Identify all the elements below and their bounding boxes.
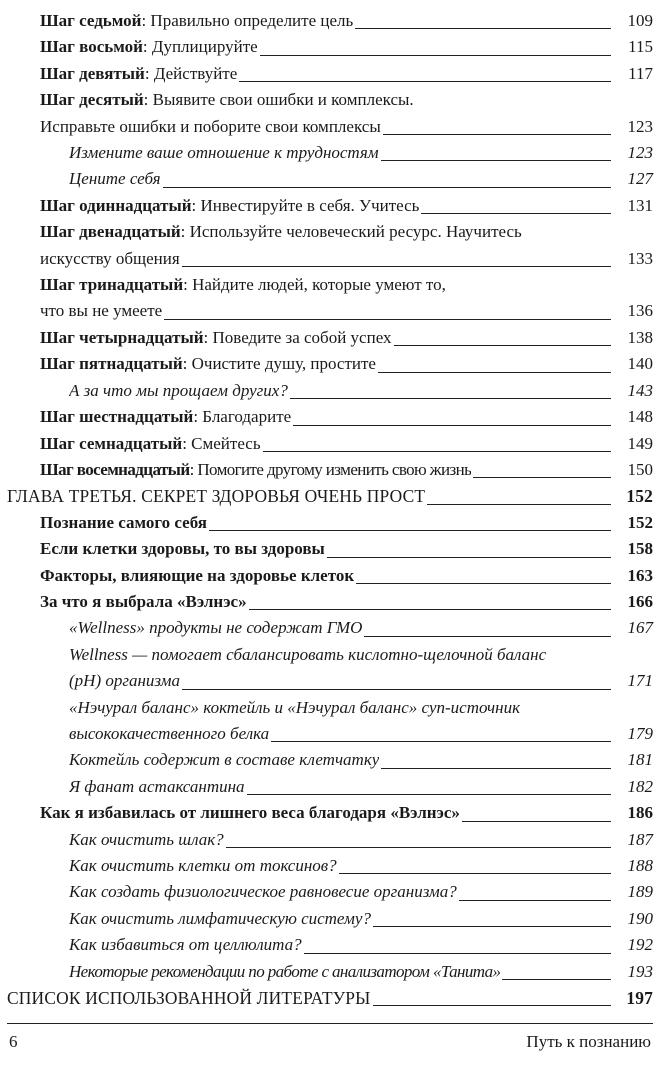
toc-entry[interactable] — [0, 536, 660, 562]
table-of-contents — [0, 8, 660, 1011]
toc-entry-text: Как очистить лимфатическую систему? — [69, 908, 371, 928]
toc-entry-text: Как избавиться от целлюлита? — [69, 935, 302, 955]
toc-entry-title — [69, 827, 224, 853]
toc-page-number: 182 — [627, 776, 653, 796]
toc-entry-title — [69, 140, 379, 166]
toc-page-number: 140 — [627, 354, 653, 374]
toc-page-number: 192 — [627, 935, 653, 955]
toc-entry-title — [40, 457, 471, 483]
dot-leader — [381, 767, 611, 769]
dot-leader — [394, 344, 611, 346]
toc-entry-lead: Шаг одиннадцатый — [40, 195, 192, 215]
toc-entry-lead: Шаг восемнадцатый — [40, 459, 190, 479]
dot-leader — [473, 476, 611, 478]
toc-entry[interactable] — [0, 404, 660, 430]
dot-leader — [293, 424, 611, 426]
toc-entry-text: «Wellness» продукты не содержат ГМО — [69, 618, 363, 638]
toc-entry[interactable] — [0, 695, 660, 748]
toc-page-number: 193 — [627, 961, 653, 981]
toc-entry-text: : Смейтесь — [182, 433, 261, 453]
dot-leader — [355, 27, 611, 29]
dot-leader — [209, 529, 611, 531]
toc-page-number: 148 — [627, 407, 653, 427]
toc-entry[interactable] — [0, 219, 660, 272]
toc-entry-text: ГЛАВА ТРЕТЬЯ. СЕКРЕТ ЗДОРОВЬЯ ОЧЕНЬ ПРОСТ — [7, 486, 426, 507]
toc-entry-title — [69, 166, 161, 192]
toc-entry[interactable] — [0, 166, 660, 192]
dot-leader — [239, 80, 611, 82]
toc-entry[interactable] — [0, 615, 660, 641]
toc-entry-text: Как очистить шлак? — [69, 829, 224, 849]
dot-leader — [263, 450, 611, 452]
dot-leader — [373, 925, 611, 927]
toc-entry-text: Цените себя — [69, 169, 161, 189]
dot-leader — [247, 793, 611, 795]
dot-leader — [182, 688, 611, 690]
toc-page-number: 171 — [627, 671, 653, 691]
toc-entry-title — [40, 34, 258, 60]
toc-entry-lead: Шаг пятнадцатый — [40, 354, 183, 374]
toc-entry-text: : Действуйте — [144, 63, 238, 83]
toc-entry-title — [40, 114, 381, 140]
toc-entry-first-line-text: Wellness — помогает сбалансировать кислотно-щелочной баланс — [69, 644, 547, 664]
toc-entry-first-line — [40, 219, 660, 245]
toc-entry-title — [69, 959, 500, 985]
toc-entry-title — [69, 774, 245, 800]
toc-entry-lead: Шаг двенадцатый — [40, 222, 181, 242]
toc-entry-first-line-text: : Найдите людей, которые умеют то, — [183, 275, 446, 295]
toc-entry-lead: Шаг семнадцатый — [40, 433, 183, 453]
toc-page-number: 166 — [627, 591, 653, 611]
toc-entry-title — [69, 378, 288, 404]
toc-entry-title — [69, 853, 337, 879]
dot-leader — [226, 846, 611, 848]
dot-leader — [260, 54, 611, 56]
toc-entry-title — [69, 747, 379, 773]
toc-entry-title — [40, 246, 180, 272]
dot-leader — [271, 740, 611, 742]
toc-entry-title — [40, 800, 460, 826]
toc-entry-text: А за что мы прощаем других? — [69, 380, 288, 400]
toc-entry-title — [40, 325, 392, 351]
footer-divider — [7, 1023, 653, 1024]
toc-entry-text: : Помогите другому изменить свою жизнь — [189, 459, 472, 479]
dot-leader — [462, 820, 611, 822]
dot-leader — [290, 397, 611, 399]
toc-page-number: 117 — [628, 63, 653, 83]
toc-page-number: 109 — [627, 11, 653, 30]
toc-entry-text: Познание самого себя — [40, 512, 207, 532]
toc-entry-title — [69, 615, 362, 641]
toc-entry-text: : Инвестируйте в себя. Учитесь — [191, 195, 420, 215]
dot-leader — [339, 872, 611, 874]
dot-leader — [383, 133, 611, 135]
toc-page-number: 150 — [627, 459, 653, 479]
dot-leader — [373, 1004, 611, 1006]
toc-entry-first-line-text: : Выявите свои ошибки и комплексы. — [143, 90, 414, 110]
dot-leader — [356, 582, 611, 584]
toc-entry[interactable] — [0, 932, 660, 958]
dot-leader — [249, 608, 611, 610]
toc-entry[interactable] — [0, 378, 660, 404]
toc-chapter-entry[interactable] — [0, 483, 660, 509]
toc-entry-text: что вы не умеете — [40, 301, 163, 321]
toc-entry-title — [40, 563, 354, 589]
toc-entry-first-line — [69, 695, 660, 721]
toc-entry-text: Измените ваше отношение к трудностям — [69, 143, 379, 163]
toc-page-number: 179 — [627, 723, 653, 743]
toc-entry-text: (pH) организма — [69, 671, 180, 691]
toc-entry-title — [7, 483, 425, 509]
toc-entry[interactable] — [0, 457, 660, 483]
toc-entry[interactable] — [0, 61, 660, 87]
toc-entry[interactable] — [0, 272, 660, 325]
toc-entry-text: Как я избавилась от лишнего веса благодаря «Вэлнэс» — [40, 803, 460, 823]
toc-entry-text: Коктейль содержит в составе клетчатку — [69, 750, 380, 770]
toc-entry-first-line-text: «Нэчурал баланс» коктейль и «Нэчурал баланс» суп-источник — [69, 697, 521, 717]
toc-entry-title — [69, 668, 180, 694]
toc-entry[interactable] — [0, 747, 660, 773]
toc-page-number: 167 — [627, 618, 653, 638]
dot-leader — [182, 265, 611, 267]
toc-entry[interactable] — [0, 827, 660, 853]
toc-page-number: 149 — [627, 433, 653, 453]
dot-leader — [364, 635, 611, 637]
dot-leader — [163, 186, 612, 188]
toc-entry-title — [40, 589, 247, 615]
dot-leader — [502, 978, 611, 980]
toc-entry-text: : Поведите за собой успех — [203, 327, 392, 347]
toc-entry-first-line — [69, 642, 660, 668]
toc-page-number: 197 — [626, 988, 653, 1009]
toc-entry-first-line — [40, 272, 660, 298]
toc-entry[interactable] — [0, 959, 660, 985]
toc-entry-title — [40, 431, 261, 457]
toc-page-number: 152 — [627, 512, 653, 532]
toc-page-number: 123 — [627, 116, 653, 136]
toc-page-number: 181 — [627, 750, 653, 770]
toc-entry[interactable] — [0, 774, 660, 800]
toc-entry-text: Некоторые рекомендации по работе с анализатором «Танита» — [69, 961, 501, 981]
toc-entry-lead: Шаг девятый — [40, 63, 145, 83]
toc-entry[interactable] — [0, 589, 660, 615]
toc-page-number: 131 — [627, 195, 653, 215]
toc-entry-title — [40, 510, 207, 536]
toc-page-number: 127 — [627, 169, 653, 189]
toc-entry-lead: Шаг четырнадцатый — [40, 327, 204, 347]
toc-entry[interactable] — [0, 325, 660, 351]
toc-entry-first-line-text: : Используйте человеческий ресурс. Научитесь — [180, 222, 522, 242]
toc-entry[interactable] — [0, 431, 660, 457]
toc-page-number: 186 — [627, 803, 653, 823]
toc-entry-text: Я фанат астаксантина — [69, 776, 245, 796]
toc-entry[interactable] — [0, 906, 660, 932]
toc-page-number: 143 — [627, 380, 653, 400]
dot-leader — [304, 952, 611, 954]
toc-entry-title — [40, 404, 291, 430]
toc-entry[interactable] — [0, 8, 660, 34]
toc-page-number: 188 — [627, 856, 653, 875]
toc-entry[interactable] — [0, 87, 660, 140]
toc-entry[interactable] — [0, 853, 660, 879]
toc-page-number: 187 — [627, 829, 653, 849]
toc-entry-text: СПИСОК ИСПОЛЬЗОВАННОЙ ЛИТЕРАТУРЫ — [7, 988, 371, 1009]
toc-entry[interactable] — [0, 879, 660, 905]
toc-page-number: 136 — [627, 301, 653, 321]
toc-entry[interactable] — [0, 351, 660, 377]
toc-page-number: 115 — [628, 37, 653, 57]
toc-page-number: 163 — [627, 565, 653, 585]
toc-entry[interactable] — [0, 193, 660, 219]
toc-page-number: 189 — [627, 882, 653, 902]
toc-entry-text: : Дуплицируйте — [142, 37, 258, 57]
running-title: Путь к познанию — [526, 1032, 651, 1051]
dot-leader — [381, 159, 611, 161]
toc-entry-text: : Правильно определите цель — [141, 11, 354, 30]
dot-leader — [164, 318, 611, 320]
toc-entry-text: Если клетки здоровы, то вы здоровы — [40, 539, 325, 559]
toc-entry-title — [40, 193, 419, 219]
toc-entry-lead: Шаг шестнадцатый — [40, 407, 194, 427]
toc-entry-title — [40, 61, 237, 87]
toc-entry[interactable] — [0, 642, 660, 695]
toc-entry-text: Исправьте ошибки и поборите свои комплексы — [40, 116, 381, 136]
toc-entry-text: высококачественного белка — [69, 723, 270, 743]
toc-entry[interactable] — [0, 34, 660, 60]
dot-leader — [427, 503, 611, 505]
toc-entry-title — [69, 906, 371, 932]
toc-page-number: 158 — [627, 539, 653, 559]
toc-entry-text: Как очистить клетки от токсинов? — [69, 856, 337, 875]
toc-entry-lead: Шаг тринадцатый — [40, 275, 184, 295]
toc-page-number: 190 — [627, 908, 653, 928]
toc-entry[interactable] — [0, 140, 660, 166]
toc-entry-lead: Шаг десятый — [40, 90, 144, 110]
toc-entry-text: : Благодарите — [193, 407, 292, 427]
toc-entry-title — [69, 721, 269, 747]
page-number: 6 — [9, 1032, 18, 1051]
toc-entry-text: Как создать физиологическое равновесие организма? — [69, 882, 457, 902]
toc-entry-first-line — [40, 87, 660, 113]
toc-entry-text: Факторы, влияющие на здоровье клеток — [40, 565, 355, 585]
dot-leader — [378, 371, 611, 373]
toc-entry-lead: Шаг седьмой — [40, 11, 142, 30]
toc-entry-title — [40, 536, 325, 562]
toc-entry-text: За что я выбрала «Вэлнэс» — [40, 591, 247, 611]
dot-leader — [459, 899, 611, 901]
toc-page-number: 123 — [627, 143, 653, 163]
toc-page-number: 138 — [627, 327, 653, 347]
toc-entry[interactable] — [0, 510, 660, 536]
dot-leader — [327, 556, 611, 558]
toc-entry-title — [40, 351, 376, 377]
toc-entry-lead: Шаг восьмой — [40, 37, 143, 57]
toc-entry-title — [69, 932, 302, 958]
toc-entry-title — [40, 298, 162, 324]
toc-entry-text: искусству общения — [40, 248, 180, 268]
dot-leader — [421, 212, 611, 214]
toc-chapter-entry[interactable] — [0, 985, 660, 1011]
toc-entry-title — [7, 985, 371, 1011]
toc-page-number: 152 — [626, 486, 653, 507]
toc-page-number: 133 — [627, 248, 653, 268]
toc-entry[interactable] — [0, 800, 660, 826]
toc-entry-title — [69, 879, 457, 905]
toc-entry-text: : Очистите душу, простите — [182, 354, 376, 374]
toc-entry[interactable] — [0, 563, 660, 589]
toc-entry-title — [40, 8, 353, 34]
